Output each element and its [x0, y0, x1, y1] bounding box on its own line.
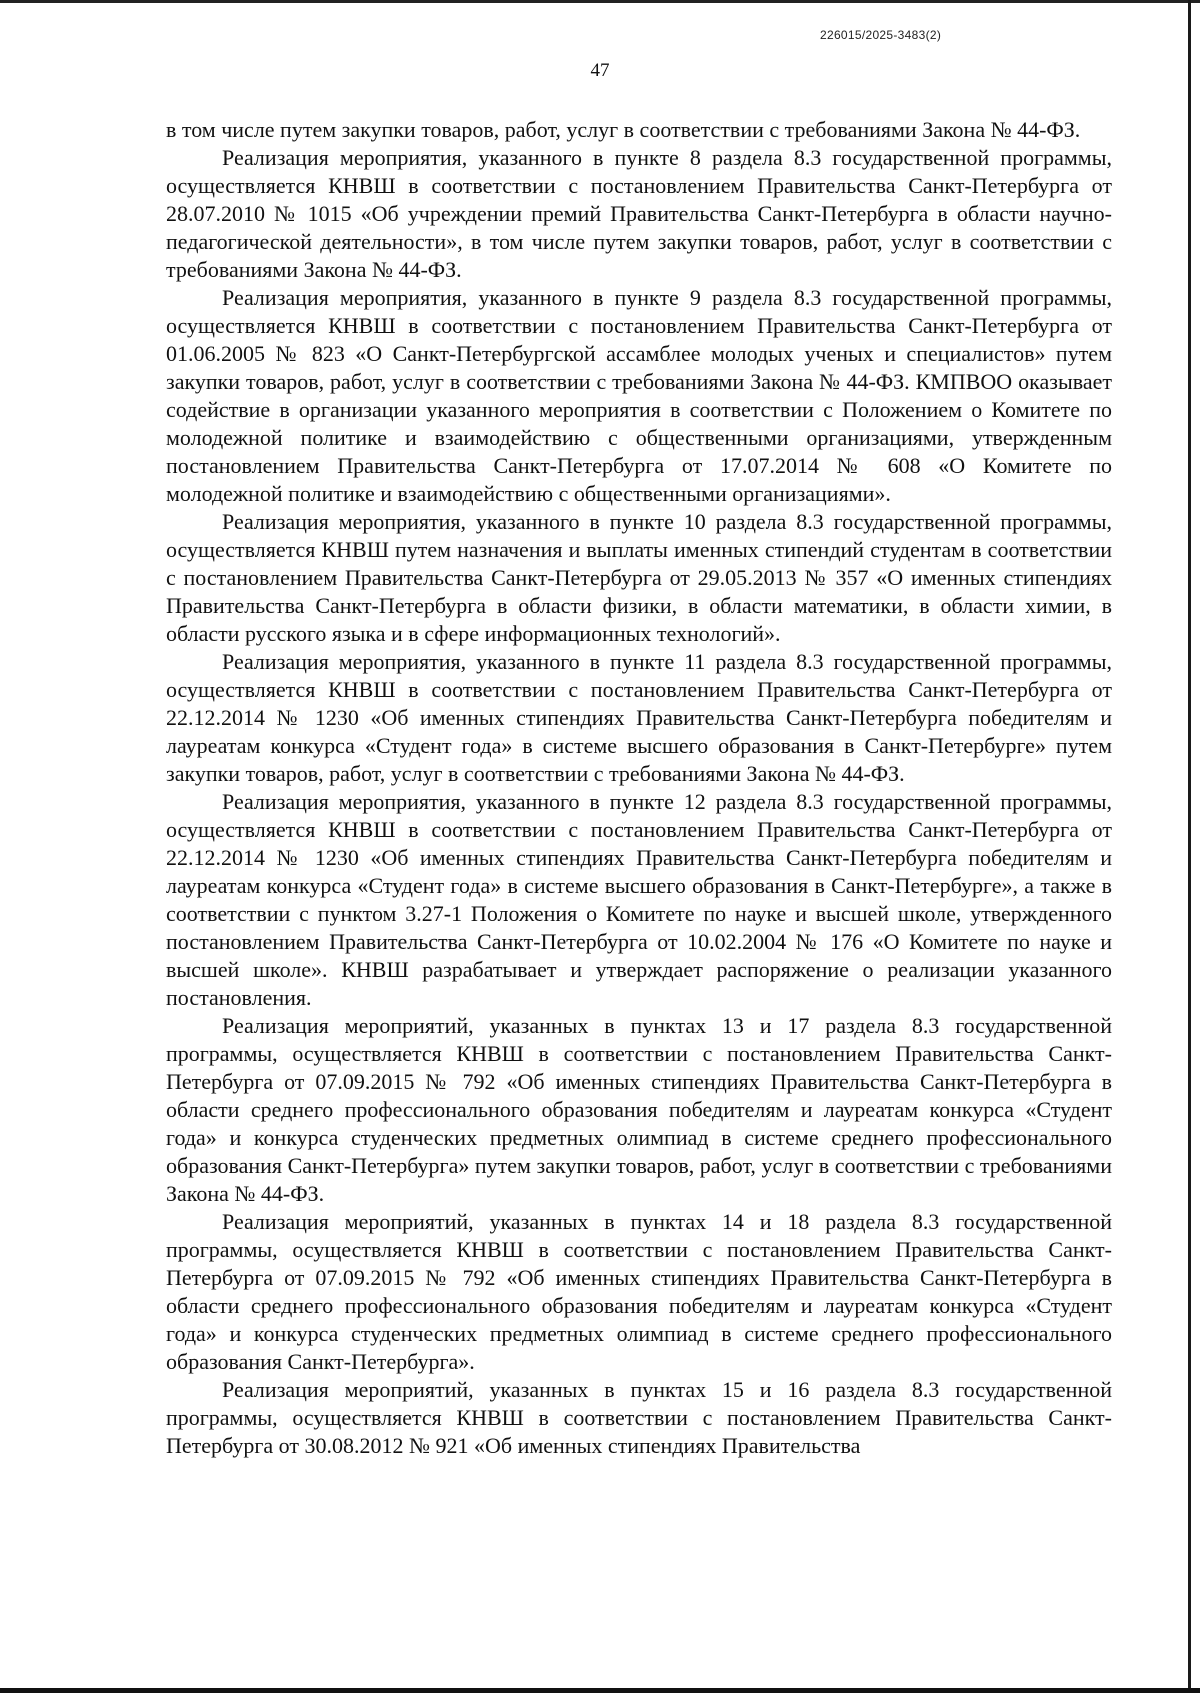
document-body	[166, 116, 1112, 1460]
paragraph: Реализация мероприятия, указанного в пункте 10 раздела 8.3 государственной программы, осуществляется КНВШ путем назначения и выплаты именных стипендий студентам в соответствии с постановлением Правительства Санкт-Петербурга от 29.05.2013 № 357 «О именных стипендиях Правительства Санкт-Петербурга в области физики, в области математики, в области химии, в области русского языка и в сфере информационных технологий».	[166, 509, 1112, 646]
scan-edge-top	[0, 0, 1200, 3]
paragraph: Реализация мероприятия, указанного в пункте 9 раздела 8.3 государственной программы, осуществляется КНВШ в соответствии с постановлением Правительства Санкт-Петербурга от 01.06.2005 № 823 «О Санкт-Петербургской ассамблее молодых ученых и специалистов» путем закупки товаров, работ, услуг в соответствии с требованиями Закона № 44-ФЗ. КМПВОО оказывает содействие в организации указанного мероприятия в соответствии с Положением о Комитете по молодежной политике и взаимодействию с общественными организациями, утвержденным постановлением Правительства Санкт-Петербурга от 17.07.2014 № 608 «О Комитете по молодежной политике и взаимодействию с общественными организациями».	[166, 285, 1112, 506]
paragraph: Реализация мероприятия, указанного в пункте 12 раздела 8.3 государственной программы, осуществляется КНВШ в соответствии с постановлением Правительства Санкт-Петербурга от 22.12.2014 № 1230 «Об именных стипендиях Правительства Санкт-Петербурга победителям и лауреатам конкурса «Студент года» в системе высшего образования в Санкт-Петербурге», а также в соответствии с пунктом 3.27-1 Положения о Комитете по науке и высшей школе, утвержденного постановлением Правительства Санкт-Петербурга от 10.02.2004 № 176 «О Комитете по науке и высшей школе». КНВШ разрабатывает и утверждает распоряжение о реализации указанного постановления.	[166, 789, 1112, 1010]
paragraph: Реализация мероприятия, указанного в пункте 8 раздела 8.3 государственной программы, осуществляется КНВШ в соответствии с постановлением Правительства Санкт-Петербурга от 28.07.2010 № 1015 «Об учреждении премий Правительства Санкт-Петербурга в области научно-педагогической деятельности», в том числе путем закупки товаров, работ, услуг в соответствии с требованиями Закона № 44-ФЗ.	[166, 145, 1112, 282]
document-registration-number: 226015/2025-3483(2)	[820, 28, 942, 42]
paragraph: Реализация мероприятий, указанных в пунктах 15 и 16 раздела 8.3 государственной программы, осуществляется КНВШ в соответствии с постановлением Правительства Санкт-Петербурга от 30.08.2012 № 921 «Об именных стипендиях Правительства	[166, 1377, 1112, 1458]
paragraph: Реализация мероприятий, указанных в пунктах 13 и 17 раздела 8.3 государственной программы, осуществляется КНВШ в соответствии с постановлением Правительства Санкт-Петербурга от 07.09.2015 № 792 «Об именных стипендиях Правительства Санкт-Петербурга в области среднего профессионального образования победителям и лауреатам конкурса «Студент года» и конкурса студенческих предметных олимпиад в системе среднего профессионального образования Санкт-Петербурга» путем закупки товаров, работ, услуг в соответствии с требованиями Закона № 44-ФЗ.	[166, 1013, 1112, 1206]
scan-edge-bottom	[0, 1688, 1200, 1693]
scan-edge-right	[1188, 0, 1191, 1693]
page-number: 47	[590, 60, 610, 81]
paragraph: Реализация мероприятий, указанных в пунктах 14 и 18 раздела 8.3 государственной программы, осуществляется КНВШ в соответствии с постановлением Правительства Санкт-Петербурга от 07.09.2015 № 792 «Об именных стипендиях Правительства Санкт-Петербурга в области среднего профессионального образования победителям и лауреатам конкурса «Студент года» и конкурса студенческих предметных олимпиад в системе среднего профессионального образования Санкт-Петербурга».	[166, 1209, 1112, 1374]
paragraph-continuation: в том числе путем закупки товаров, работ, услуг в соответствии с требованиями Закона № 44-ФЗ.	[166, 117, 1081, 142]
paragraph: Реализация мероприятия, указанного в пункте 11 раздела 8.3 государственной программы, осуществляется КНВШ в соответствии с постановлением Правительства Санкт-Петербурга от 22.12.2014 № 1230 «Об именных стипендиях Правительства Санкт-Петербурга победителям и лауреатам конкурса «Студент года» в системе высшего образования в Санкт-Петербурге» путем закупки товаров, работ, услуг в соответствии с требованиями Закона № 44-ФЗ.	[166, 649, 1112, 786]
